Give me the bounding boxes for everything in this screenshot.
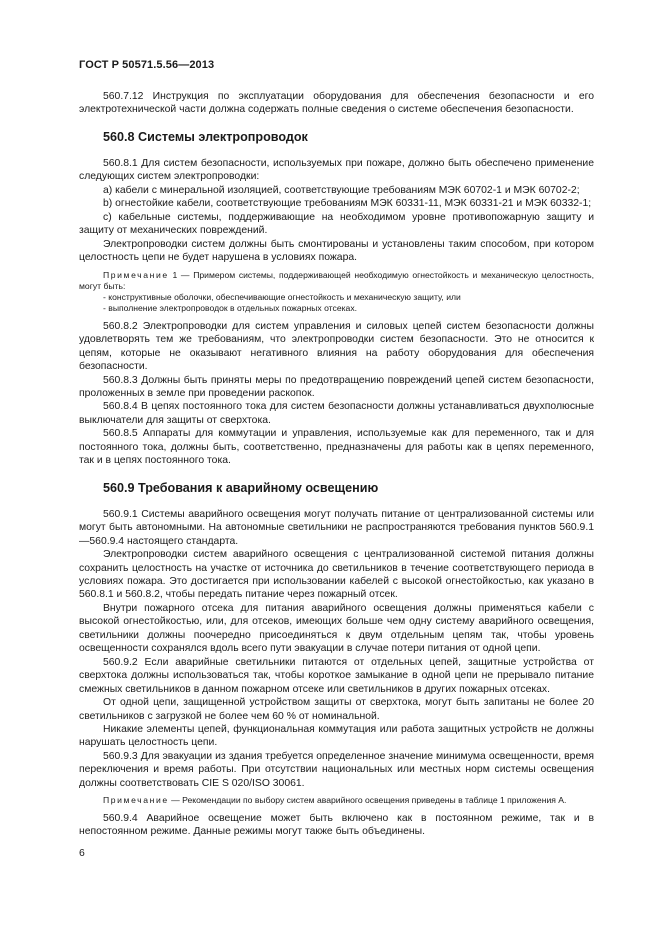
paragraph-fire-compartment: Внутри пожарного отсека для питания аварийного освещения должны применяться кабели с высокой огнестойкостью, или, для отсеков, имеющих больше чем одну систему аварийного освещения, светильники должны поочередно присоединяться к двум отдельным цепям так, чтобы уровень освещенности сохранялся вдоль всего пути эвакуации в случае потери питания от одной цепи.	[79, 602, 594, 655]
list-item-c: с) кабельные системы, поддерживающие на необходимом уровне противопожарную защиту и защиту от механических повреждений.	[79, 211, 594, 237]
note-label: Примечание	[103, 269, 169, 280]
paragraph-560-8-3: 560.8.3 Должны быть приняты меры по предотвращению повреждений цепей систем безопасности, проложенных в земле при проведении раскопок.	[79, 374, 594, 399]
note-2	[79, 795, 594, 806]
note-text: 1 — Примером системы, поддерживающей необходимую огнестойкость и механическую целостность, могут быть:	[79, 269, 594, 291]
paragraph-wiring-integrity: Электропроводки систем должны быть смонтированы и установлены таким способом, при котором целостность цепи не будет нарушена в условиях пожара.	[79, 238, 594, 264]
paragraph-luminaire-limit: От одной цепи, защищенной устройством защиты от сверхтока, могут быть запитаны не более 20 светильников с загрузкой не более чем 60 % от номинальной.	[79, 697, 594, 722]
paragraph-560-8-5: 560.8.5 Аппараты для коммутации и управления, используемые как для переменного, так и для постоянного тока, должны быть, соответственно, предназначены для работы как в цепях переменного, так и в цепях постоянного тока.	[79, 428, 594, 467]
page-number: 6	[79, 848, 85, 859]
paragraph-560-9-3: 560.9.3 Для эвакуации из здания требуется определенное значение минимума освещенности, время переключения и время работы. При отсутствии национальных или местных норм системы освещения должны соответствовать CIE S 020/ISO 30061.	[79, 750, 594, 789]
list-item-b: b) огнестойкие кабели, соответствующие требованиям МЭК 60331-11, МЭК 60331-21 и МЭК 60332-1;	[103, 198, 592, 210]
note-1	[79, 270, 594, 293]
document-header: ГОСТ Р 50571.5.56—2013	[79, 59, 215, 71]
paragraph-560-8-4: 560.8.4 В цепях постоянного тока для систем безопасности должны устанавливаться двухполюсные выключатели для защиты от сверхтока.	[79, 401, 594, 426]
document-body	[79, 90, 594, 838]
note-text: — Рекомендации по выбору систем аварийного освещения приведены в таблице 1 приложения А.	[168, 795, 567, 806]
paragraph-560-8-1: 560.8.1 Для систем безопасности, используемых при пожаре, должно быть обеспечено применение следующих систем электропроводки:	[79, 157, 594, 183]
note-item: - конструктивные оболочки, обеспечивающие огнестойкость и механическую защиту, или	[103, 292, 461, 303]
paragraph-central-supply: Электропроводки систем аварийного освещения с централизованной системой питания должны сохранить целостность на участке от источника до светильников в течение соответствующего периода в условиях пожара. Это достигается при использовании кабелей с высокой огнестойкостью, как указано в 560.8.1 и 560.8.2, чтобы передать питание через пожарный отсек.	[79, 549, 594, 601]
paragraph-560-7-12: 560.7.12 Инструкция по эксплуатации оборудования для обеспечения безопасности и его электротехнической части должна содержать полные сведения о системе обеспечения безопасности.	[79, 91, 594, 116]
paragraph-560-8-2: 560.8.2 Электропроводки для систем управления и силовых цепей систем безопасности должны удовлетворять тем же требованиям, что электропроводки систем безопасности. Это не относится к цепям, которые не оказывают негативного влияния на работу оборудования для обеспечения безопасности.	[79, 320, 594, 373]
section-heading-560-9: 560.9 Требования к аварийному освещению	[103, 480, 379, 495]
paragraph-circuit-integrity: Никакие элементы цепей, функциональная коммутация или работа защитных устройств не должны нарушать целостность цепи.	[79, 723, 594, 749]
list-item-a: а) кабели с минеральной изоляцией, соответствующие требованиям МЭК 60702-1 и МЭК 60702-2;	[103, 184, 580, 196]
paragraph-560-9-1: 560.9.1 Системы аварийного освещения могут получать питание от централизованной системы или могут быть автономными. На автономные светильники не распространяются требования пунктов 560.9.1—560.9.4 настоящего стандарта.	[79, 508, 594, 547]
section-heading-560-8: 560.8 Системы электропроводок	[103, 129, 308, 144]
note-label: Примечание	[103, 795, 169, 806]
paragraph-560-9-4: 560.9.4 Аварийное освещение может быть включено как в постоянном режиме, так и в непостоянном режиме. Данные режимы могут также быть объединены.	[79, 812, 594, 837]
note-item: - выполнение электропроводок в отдельных пожарных отсеках.	[103, 303, 358, 314]
paragraph-560-9-2: 560.9.2 Если аварийные светильники питаются от отдельных цепей, защитные устройства от сверхтока должны использоваться так, чтобы короткое замыкание в одной цепи не прерывало питание смежных светильников в данном пожарном отсеке или светильников в других пожарных отсеках.	[79, 656, 594, 695]
